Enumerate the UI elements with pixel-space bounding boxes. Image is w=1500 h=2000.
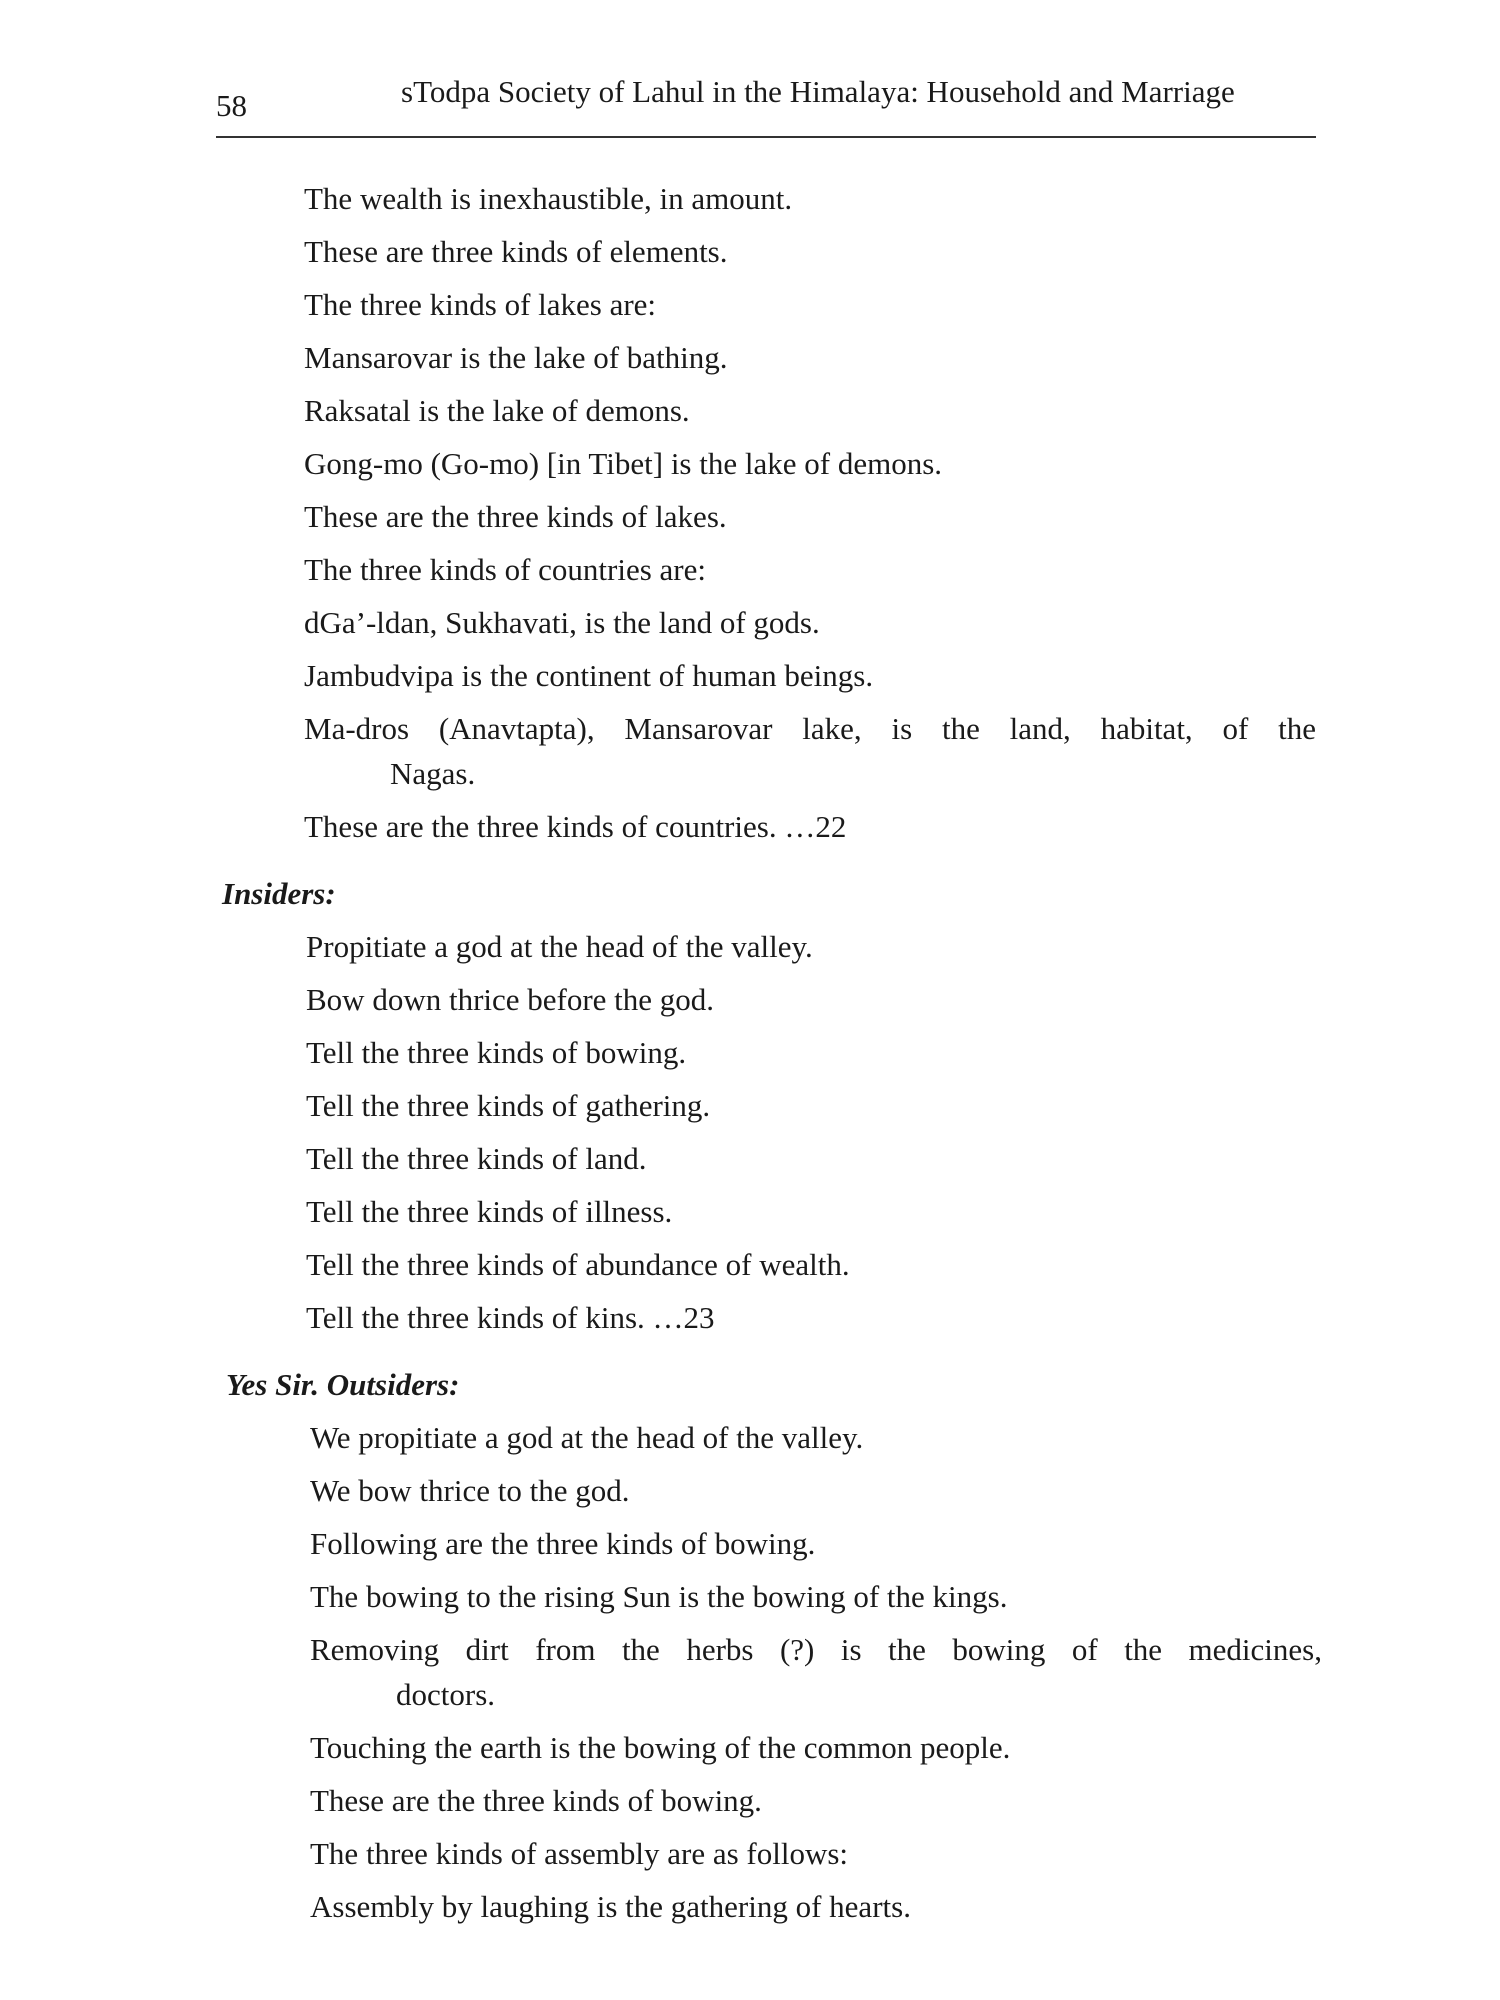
header-rule [216,136,1316,138]
verse-line: dGa’-ldan, Sukhavati, is the land of gods. [304,605,820,640]
verse-line: Tell the three kinds of kins. …23 [306,1300,715,1335]
verse-line: Touching the earth is the bowing of the common people. [310,1730,1011,1765]
verse-line: Tell the three kinds of illness. [306,1194,673,1229]
verse-line: Tell the three kinds of gathering. [306,1088,711,1123]
speaker-heading-outsiders: Yes Sir. Outsiders: [226,1367,460,1402]
verse-line: The three kinds of assembly are as follows: [310,1836,849,1871]
verse-line-wrapped: Ma-dros (Anavtapta), Mansarovar lake, is the land, habitat, of the [304,711,1316,746]
running-title: sTodpa Society of Lahul in the Himalaya: Household and Marriage [401,74,1235,109]
verse-line: These are three kinds of elements. [304,234,728,269]
page-header [216,74,1316,122]
verse-line: Propitiate a god at the head of the valley. [306,929,813,964]
verse-line: The wealth is inexhaustible, in amount. [304,181,793,216]
section-elements-lakes-countries [0,172,1500,853]
verse-line-continuation: Nagas. [390,756,476,791]
section-outsiders [0,1358,1500,1933]
verse-line: The three kinds of countries are: [304,552,706,587]
verse-line: These are the three kinds of countries. …22 [304,809,847,844]
verse-line: We bow thrice to the god. [310,1473,630,1508]
verse-line: Raksatal is the lake of demons. [304,393,690,428]
verse-line: The bowing to the rising Sun is the bowing of the kings. [310,1579,1008,1614]
verse-line-wrapped: Removing dirt from the herbs (?) is the bowing of the medicines, [310,1632,1322,1667]
speaker-heading-insiders: Insiders: [222,876,336,911]
verse-line: Following are the three kinds of bowing. [310,1526,816,1561]
verse-line-continuation: doctors. [396,1677,496,1712]
verse-line: Gong-mo (Go-mo) [in Tibet] is the lake of demons. [304,446,943,481]
verse-line: The three kinds of lakes are: [304,287,657,322]
section-insiders [0,867,1500,1344]
page-body [0,172,1500,1933]
verse-line: These are the three kinds of bowing. [310,1783,762,1818]
verse-line: Tell the three kinds of abundance of wealth. [306,1247,850,1282]
verse-line: Assembly by laughing is the gathering of hearts. [310,1889,911,1924]
verse-line: These are the three kinds of lakes. [304,499,727,534]
verse-line: We propitiate a god at the head of the valley. [310,1420,864,1455]
verse-line: Mansarovar is the lake of bathing. [304,340,728,375]
verse-line: Tell the three kinds of bowing. [306,1035,687,1070]
verse-line: Jambudvipa is the continent of human beings. [304,658,874,693]
verse-line: Bow down thrice before the god. [306,982,715,1017]
verse-line: Tell the three kinds of land. [306,1141,647,1176]
page-number: 58 [216,88,247,123]
